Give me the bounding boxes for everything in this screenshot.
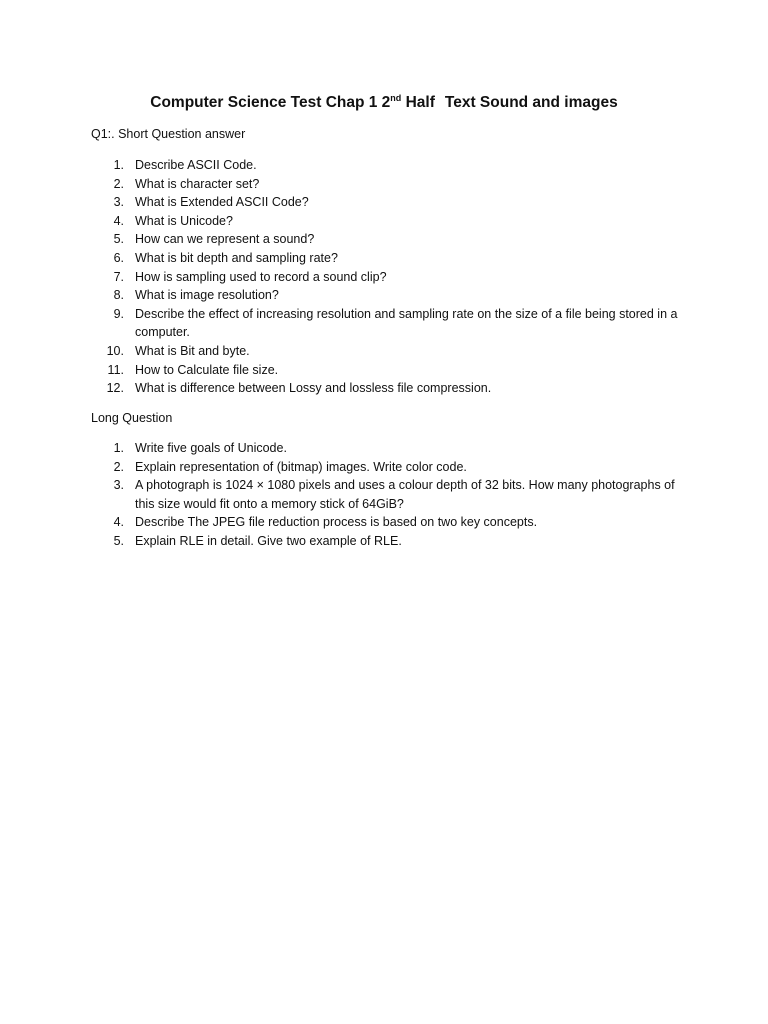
question-text: What is Unicode? xyxy=(135,213,233,228)
question-item xyxy=(91,532,691,551)
title-superscript: nd xyxy=(390,92,402,103)
question-item xyxy=(91,268,691,287)
question-number: 10. xyxy=(106,343,124,358)
question-number: 7. xyxy=(113,269,124,284)
short-questions-list xyxy=(91,156,691,398)
short-questions-heading: Q1:. Short Question answer xyxy=(91,127,246,141)
question-text: What is Extended ASCII Code? xyxy=(135,195,309,210)
long-questions-heading: Long Question xyxy=(91,411,173,425)
question-text: How is sampling used to record a sound clip? xyxy=(135,269,387,284)
question-number: 12. xyxy=(106,381,124,396)
question-number: 6. xyxy=(113,250,124,265)
question-item xyxy=(91,379,691,398)
question-item xyxy=(91,156,691,175)
question-text: Explain RLE in detail. Give two example of RLE. xyxy=(135,533,402,548)
question-item xyxy=(91,361,691,380)
question-item xyxy=(91,513,691,532)
question-item xyxy=(91,286,691,305)
question-text: What is difference between Lossy and lossless file compression. xyxy=(135,381,492,396)
question-number: 8. xyxy=(113,288,124,303)
long-questions-list xyxy=(91,439,691,551)
question-text: What is bit depth and sampling rate? xyxy=(135,250,338,265)
question-number: 1. xyxy=(113,158,124,172)
question-item xyxy=(91,439,691,458)
question-text: How can we represent a sound? xyxy=(135,232,315,247)
title-main: Computer Science Test Chap 1 2 xyxy=(150,94,391,111)
question-number: 3. xyxy=(113,478,124,493)
title-half: Half xyxy=(401,94,435,111)
question-item xyxy=(91,249,691,268)
question-number: 3. xyxy=(113,195,124,210)
question-text: How to Calculate file size. xyxy=(135,362,279,377)
question-number: 2. xyxy=(113,176,124,191)
question-number: 1. xyxy=(113,441,124,455)
question-item xyxy=(91,212,691,231)
question-item xyxy=(91,458,691,477)
question-item xyxy=(91,193,691,212)
question-text: What is image resolution? xyxy=(135,288,279,303)
question-text: A photograph is 1024 × 1080 pixels and uses a colour depth of 32 bits. How many photographs of this size would fit onto a memory stick of 64GiB? xyxy=(135,478,675,511)
question-text: What is character set? xyxy=(135,176,260,191)
question-item xyxy=(91,476,691,513)
question-item xyxy=(91,230,691,249)
question-item xyxy=(91,342,691,361)
question-item xyxy=(91,305,691,342)
question-text: Describe The JPEG file reduction process is based on two key concepts. xyxy=(135,515,538,530)
question-number: 9. xyxy=(113,306,124,321)
question-text: Explain representation of (bitmap) images. Write color code. xyxy=(135,459,467,474)
question-text: Describe ASCII Code. xyxy=(135,158,257,172)
question-text: What is Bit and byte. xyxy=(135,343,250,358)
question-number: 4. xyxy=(113,515,124,530)
question-number: 11. xyxy=(107,362,124,377)
question-number: 5. xyxy=(113,232,124,247)
page-title xyxy=(0,94,768,112)
question-text: Describe the effect of increasing resolution and sampling rate on the size of a file being stored in a computer. xyxy=(135,306,678,340)
question-text: Write five goals of Unicode. xyxy=(135,441,287,455)
question-number: 5. xyxy=(113,533,124,548)
title-rest: Text Sound and images xyxy=(444,94,618,111)
question-item xyxy=(91,175,691,194)
question-number: 4. xyxy=(113,213,124,228)
question-number: 2. xyxy=(113,459,124,474)
